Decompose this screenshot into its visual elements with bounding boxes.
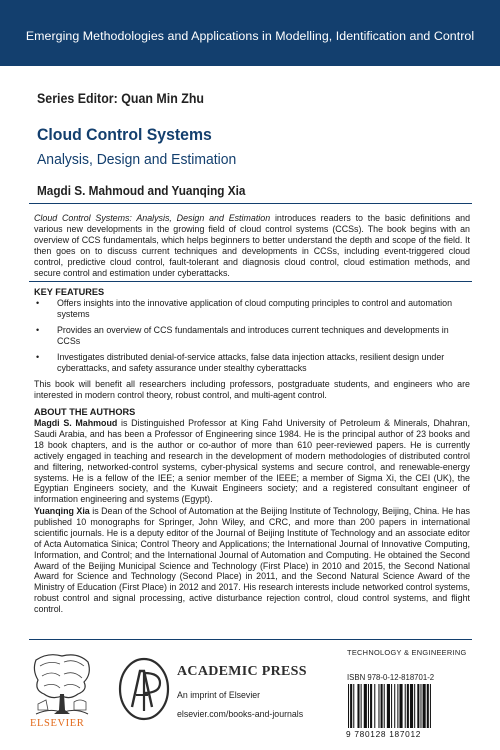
isbn-barcode bbox=[348, 684, 464, 728]
key-feature-item: • Investigates distributed denial-of-service attacks, false data injection attacks, resilient design under cyberattacks, and safety assurance under stealthy cyberattacks bbox=[34, 352, 470, 374]
academic-press-logo bbox=[118, 657, 170, 721]
barcode-bar bbox=[417, 684, 419, 728]
barcode-bar bbox=[361, 684, 362, 728]
key-features-heading: KEY FEATURES bbox=[34, 287, 105, 297]
elsevier-wordmark: ELSEVIER bbox=[30, 718, 85, 729]
barcode-bar bbox=[427, 684, 429, 728]
audience-text: This book will benefit all researchers including professors, postgraduate students, and engineers who are interested in modern control theory, robust control, and multi-agent control. bbox=[34, 379, 470, 400]
book-authors: Magdi S. Mahmoud and Yuanqing Xia bbox=[37, 183, 246, 198]
about-authors-heading: ABOUT THE AUTHORS bbox=[34, 407, 136, 417]
series-banner bbox=[0, 0, 500, 66]
barcode-bar bbox=[353, 684, 354, 728]
barcode-bar bbox=[381, 684, 383, 728]
author1-bio-text: is Distinguished Professor at King Fahd University of Petroleum & Minerals, Dhahran, Saudi Arabia, and has been a Professor of Engineering since 1984. He is the principal author of 23 books and 18 book chapters, and is the author or co-author of more than 610 peer-reviewed papers. He is currently actively engaged in teaching and research in the development of modern methodologies of distributed control and filtering, networked-control systems, cyber-physical systems and secure control, and renewable-energy systems. He is a fellow of the IEE; a senior member of the IEEE; a member of Sigma Xi, the CEI (UK), the Egyptian Engineers society, and the Kuwait Engineers society; and a registered consultant engineer of information engineering and systems (Egypt). bbox=[34, 418, 470, 505]
key-feature-item: • Provides an overview of CCS fundamentals and introduces current techniques and developments in CCSs bbox=[34, 325, 470, 347]
series-title: Emerging Methodologies and Applications in Modelling, Identification and Control bbox=[25, 29, 475, 43]
elsevier-tree-logo bbox=[30, 650, 94, 720]
barcode-bar bbox=[378, 684, 379, 728]
barcode-bar bbox=[387, 684, 390, 728]
key-feature-item: • Offers insights into the innovative application of cloud computing principles to control and automation systems bbox=[34, 298, 470, 320]
barcode-bar bbox=[420, 684, 421, 728]
barcode-bar bbox=[350, 684, 352, 728]
barcode-bar bbox=[423, 684, 426, 728]
book-title: Cloud Control Systems bbox=[37, 125, 212, 144]
description-title: Cloud Control Systems: Analysis, Design and Estimation bbox=[34, 213, 271, 223]
author1-name: Magdi S. Mahmoud bbox=[34, 418, 118, 428]
barcode-bar bbox=[410, 684, 413, 728]
barcode-bar bbox=[397, 684, 398, 728]
author2-name: Yuanqing Xia bbox=[34, 506, 90, 516]
author2-bio-text: is Dean of the School of Automation at the Beijing Institute of Technology, Beijing, China. He has published 10 monographs for Springer, John Wiley, and CRC, and more than 200 papers in international scientific journals. He is a deputy editor of the Journal of Beijing Institute of Technology and an associate editor of Acta Automatica Sinica; Control Theory and Applications; the International Journal of Innovative Computing, Information, and Control; and the International Journal of Automation and Computing. He obtained the Second Award of the Beijing Municipal Science and Technology (First Place) in 2010 and 2015, the Second National Award for Science and Technology (Second Place) in 2011, and the Second Natural Science Award of the Ministry of Education (First Place) in 2012 and 2017. His research interests include networked control systems, robust control and signal processing, active disturbance rejection control, cloud control systems, and flight control. bbox=[34, 506, 470, 615]
book-description bbox=[34, 213, 470, 278]
divider-middle bbox=[29, 281, 472, 282]
barcode-bar bbox=[357, 684, 359, 728]
key-features-list bbox=[34, 298, 470, 378]
description-text: introduces readers to the basic definitions and various new developments in the growing field of cloud control systems (CCSs). The book begins with an overview of CCS fundamentals, which helps beginners to better understand the depth and scope of the field. It then goes on to discuss current techniques and developments in CCSs, including event-triggered cloud control, predictive cloud control, fault-tolerant and diagnosis cloud control, cloud estimation methods, and secure control and estimation under cyberattacks. bbox=[34, 213, 470, 278]
barcode-bar bbox=[414, 684, 415, 728]
barcode-bar bbox=[391, 684, 392, 728]
publisher-name: ACADEMIC PRESS bbox=[177, 664, 307, 679]
barcode-bar bbox=[399, 684, 402, 728]
barcode-bar bbox=[348, 684, 349, 728]
barcode-bar bbox=[405, 684, 406, 728]
barcode-bar bbox=[394, 684, 395, 728]
category-label: TECHNOLOGY & ENGINEERING bbox=[347, 648, 467, 657]
barcode-bar bbox=[384, 684, 385, 728]
barcode-bar bbox=[370, 684, 372, 728]
publisher-imprint: An imprint of Elsevier bbox=[177, 690, 261, 700]
barcode-bar bbox=[407, 684, 409, 728]
publisher-url[interactable]: elsevier.com/books-and-journals bbox=[177, 709, 304, 719]
barcode-bar bbox=[364, 684, 367, 728]
barcode-digits: 9 780128 187012 bbox=[346, 729, 422, 739]
book-subtitle: Analysis, Design and Estimation bbox=[37, 151, 237, 168]
series-editor: Series Editor: Quan Min Zhu bbox=[37, 91, 204, 106]
barcode-bar bbox=[368, 684, 369, 728]
divider-top bbox=[29, 203, 472, 204]
author1-bio bbox=[34, 418, 470, 505]
barcode-bar bbox=[430, 684, 431, 728]
author2-bio bbox=[34, 506, 470, 615]
isbn-label: ISBN 978-0-12-818701-2 bbox=[347, 673, 435, 682]
divider-bottom bbox=[29, 639, 472, 640]
barcode-bar bbox=[374, 684, 375, 728]
